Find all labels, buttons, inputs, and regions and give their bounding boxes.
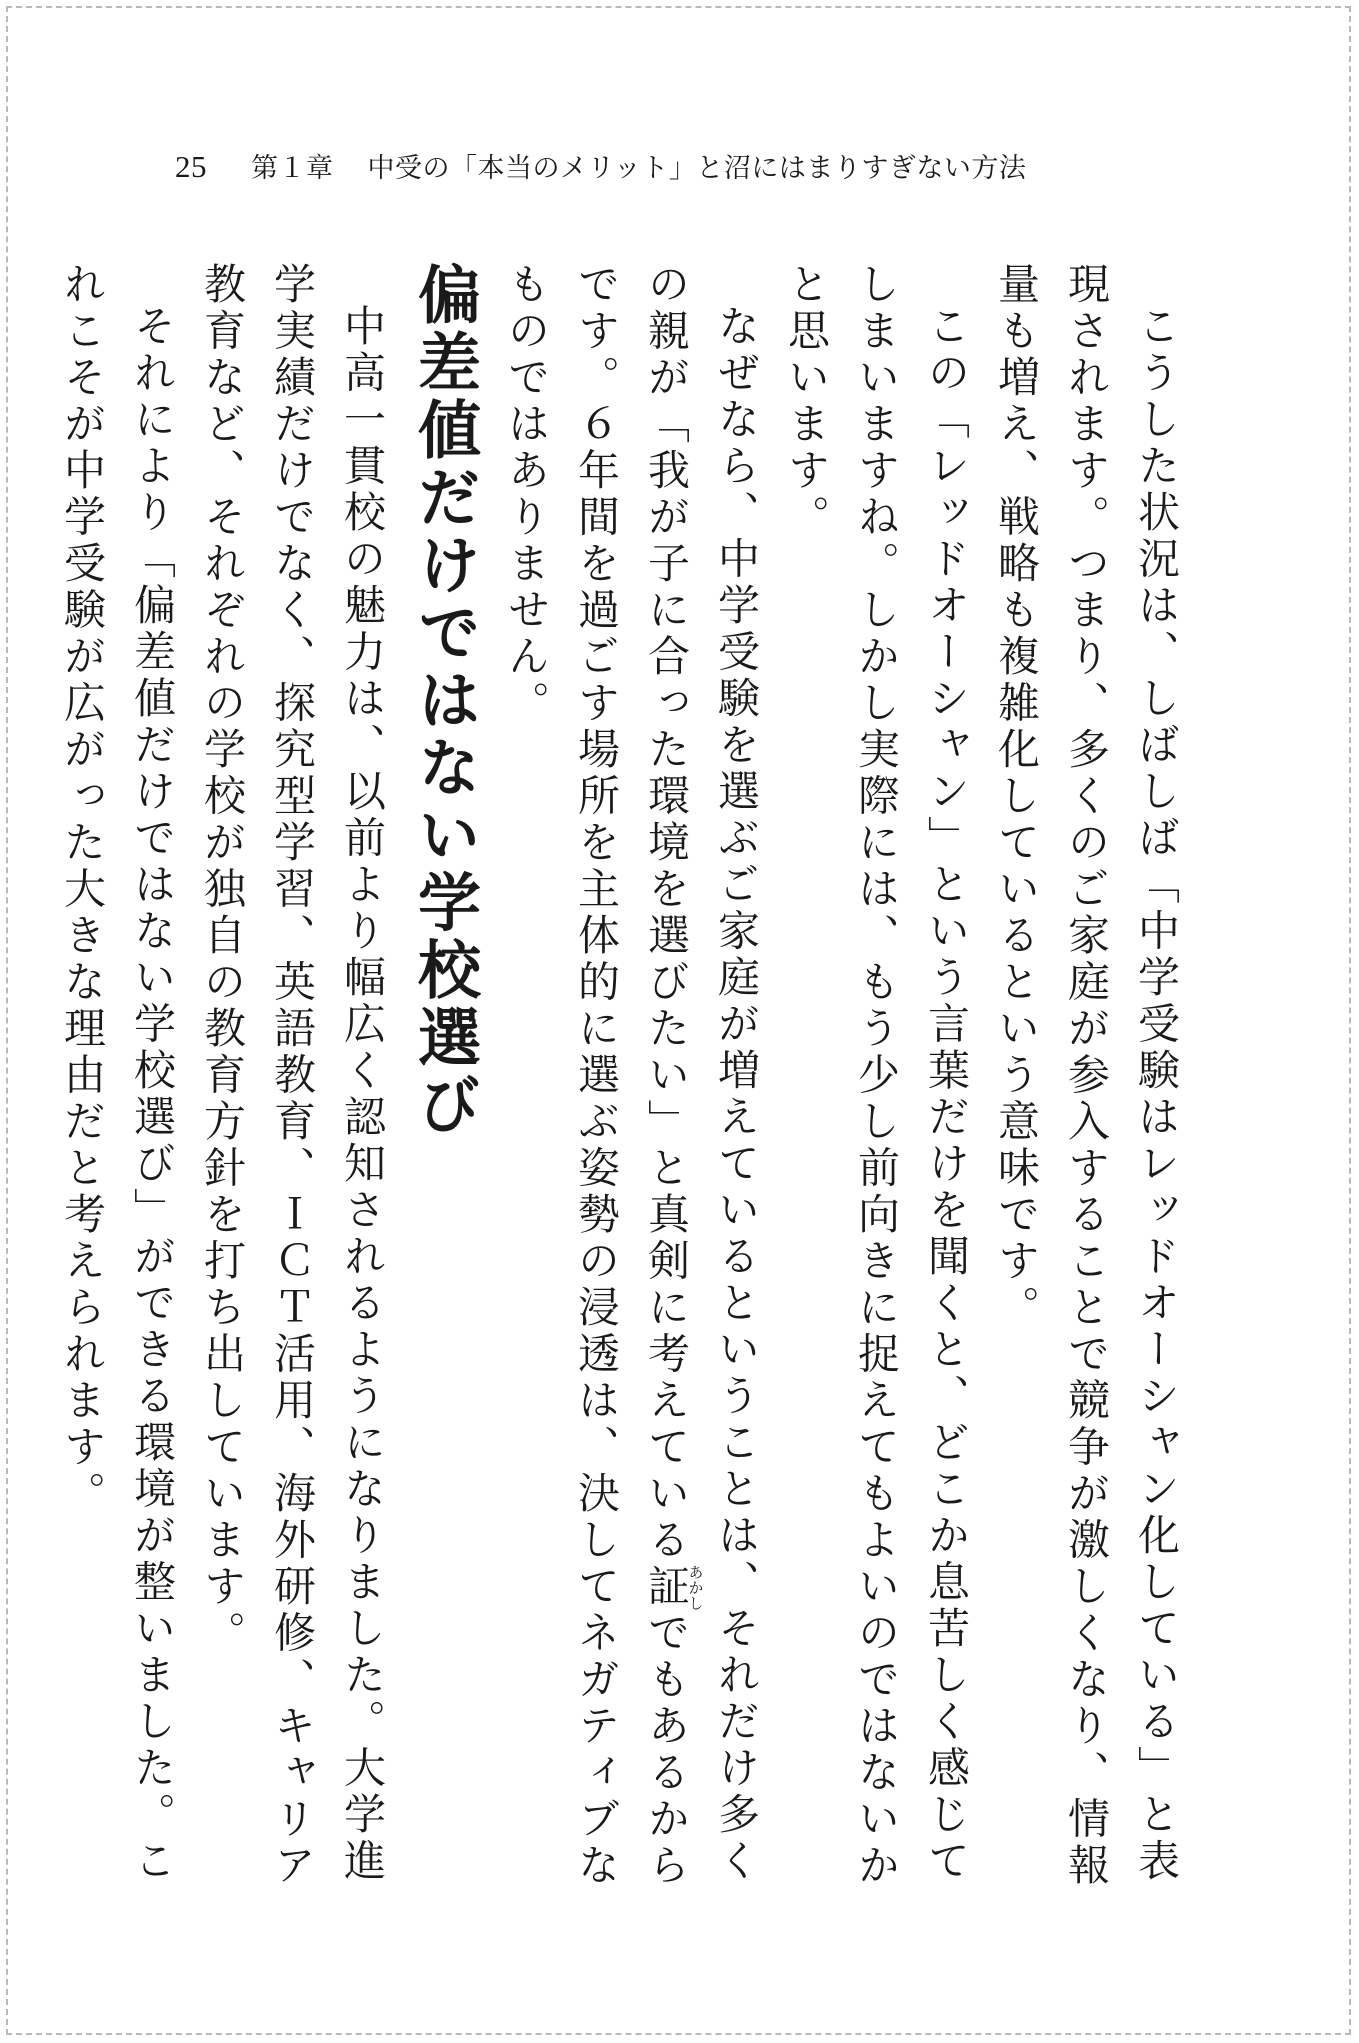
body-text-column [47, 262, 1191, 1902]
section-heading: 偏差値だけではない学校選び [408, 262, 481, 1140]
chapter-title: 中受の「本当のメリット」と沼にはまりすぎない方法 [367, 153, 1027, 184]
paragraph-5: それにより「偏差値だけではない学校選び」ができる環境が整いました。これこそが中学受験が広がった大きな理由だと考えられます。 [58, 262, 177, 1885]
ruby-base: 証 [642, 1564, 691, 1611]
paragraph-3-before: なぜなら、中学受験を選ぶご家庭が増えているということは、それだけ多くの親が「我が子に合った環境を選びたい」と真剣に考えている [642, 262, 761, 1885]
paragraph-4: 中高一貫校の魅力は、以前より幅広く認知されるようになりました。大学進学実績だけでなく、探究型学習、英語教育、ＩＣＴ活用、海外研修、キャリア教育など、それぞれの学校が独自の教育方針を打ち出しています。 [198, 262, 387, 1890]
paragraph-3-after: でもあるからです。６年間を過ごす場所を主体的に選ぶ姿勢の浸透は、決してネガティブなものではありません。 [502, 262, 691, 1890]
paragraph-3 [491, 262, 771, 1902]
chapter-label: 第１章 [251, 153, 334, 184]
paragraph-2: この「レッドオーシャン」という言葉だけを聞くと、どこか息苦しく感じてしまいますね。しかし実際には、もう少し前向きに捉えてもよいのではないかと思います。 [782, 262, 971, 1890]
page-number: 25 [175, 149, 207, 184]
ruby-reading: あかし [686, 1564, 705, 1611]
paragraph-1: こうした状況は、しばしば「中学受験はレッドオーシャン化している」と表現されます。つまり、多くのご家庭が参入することで競争が激しくなり、情報量も増え、戦略も複雑化しているという意味です。 [992, 262, 1181, 1890]
ruby-akashi [642, 1564, 705, 1611]
running-header [175, 146, 1026, 186]
